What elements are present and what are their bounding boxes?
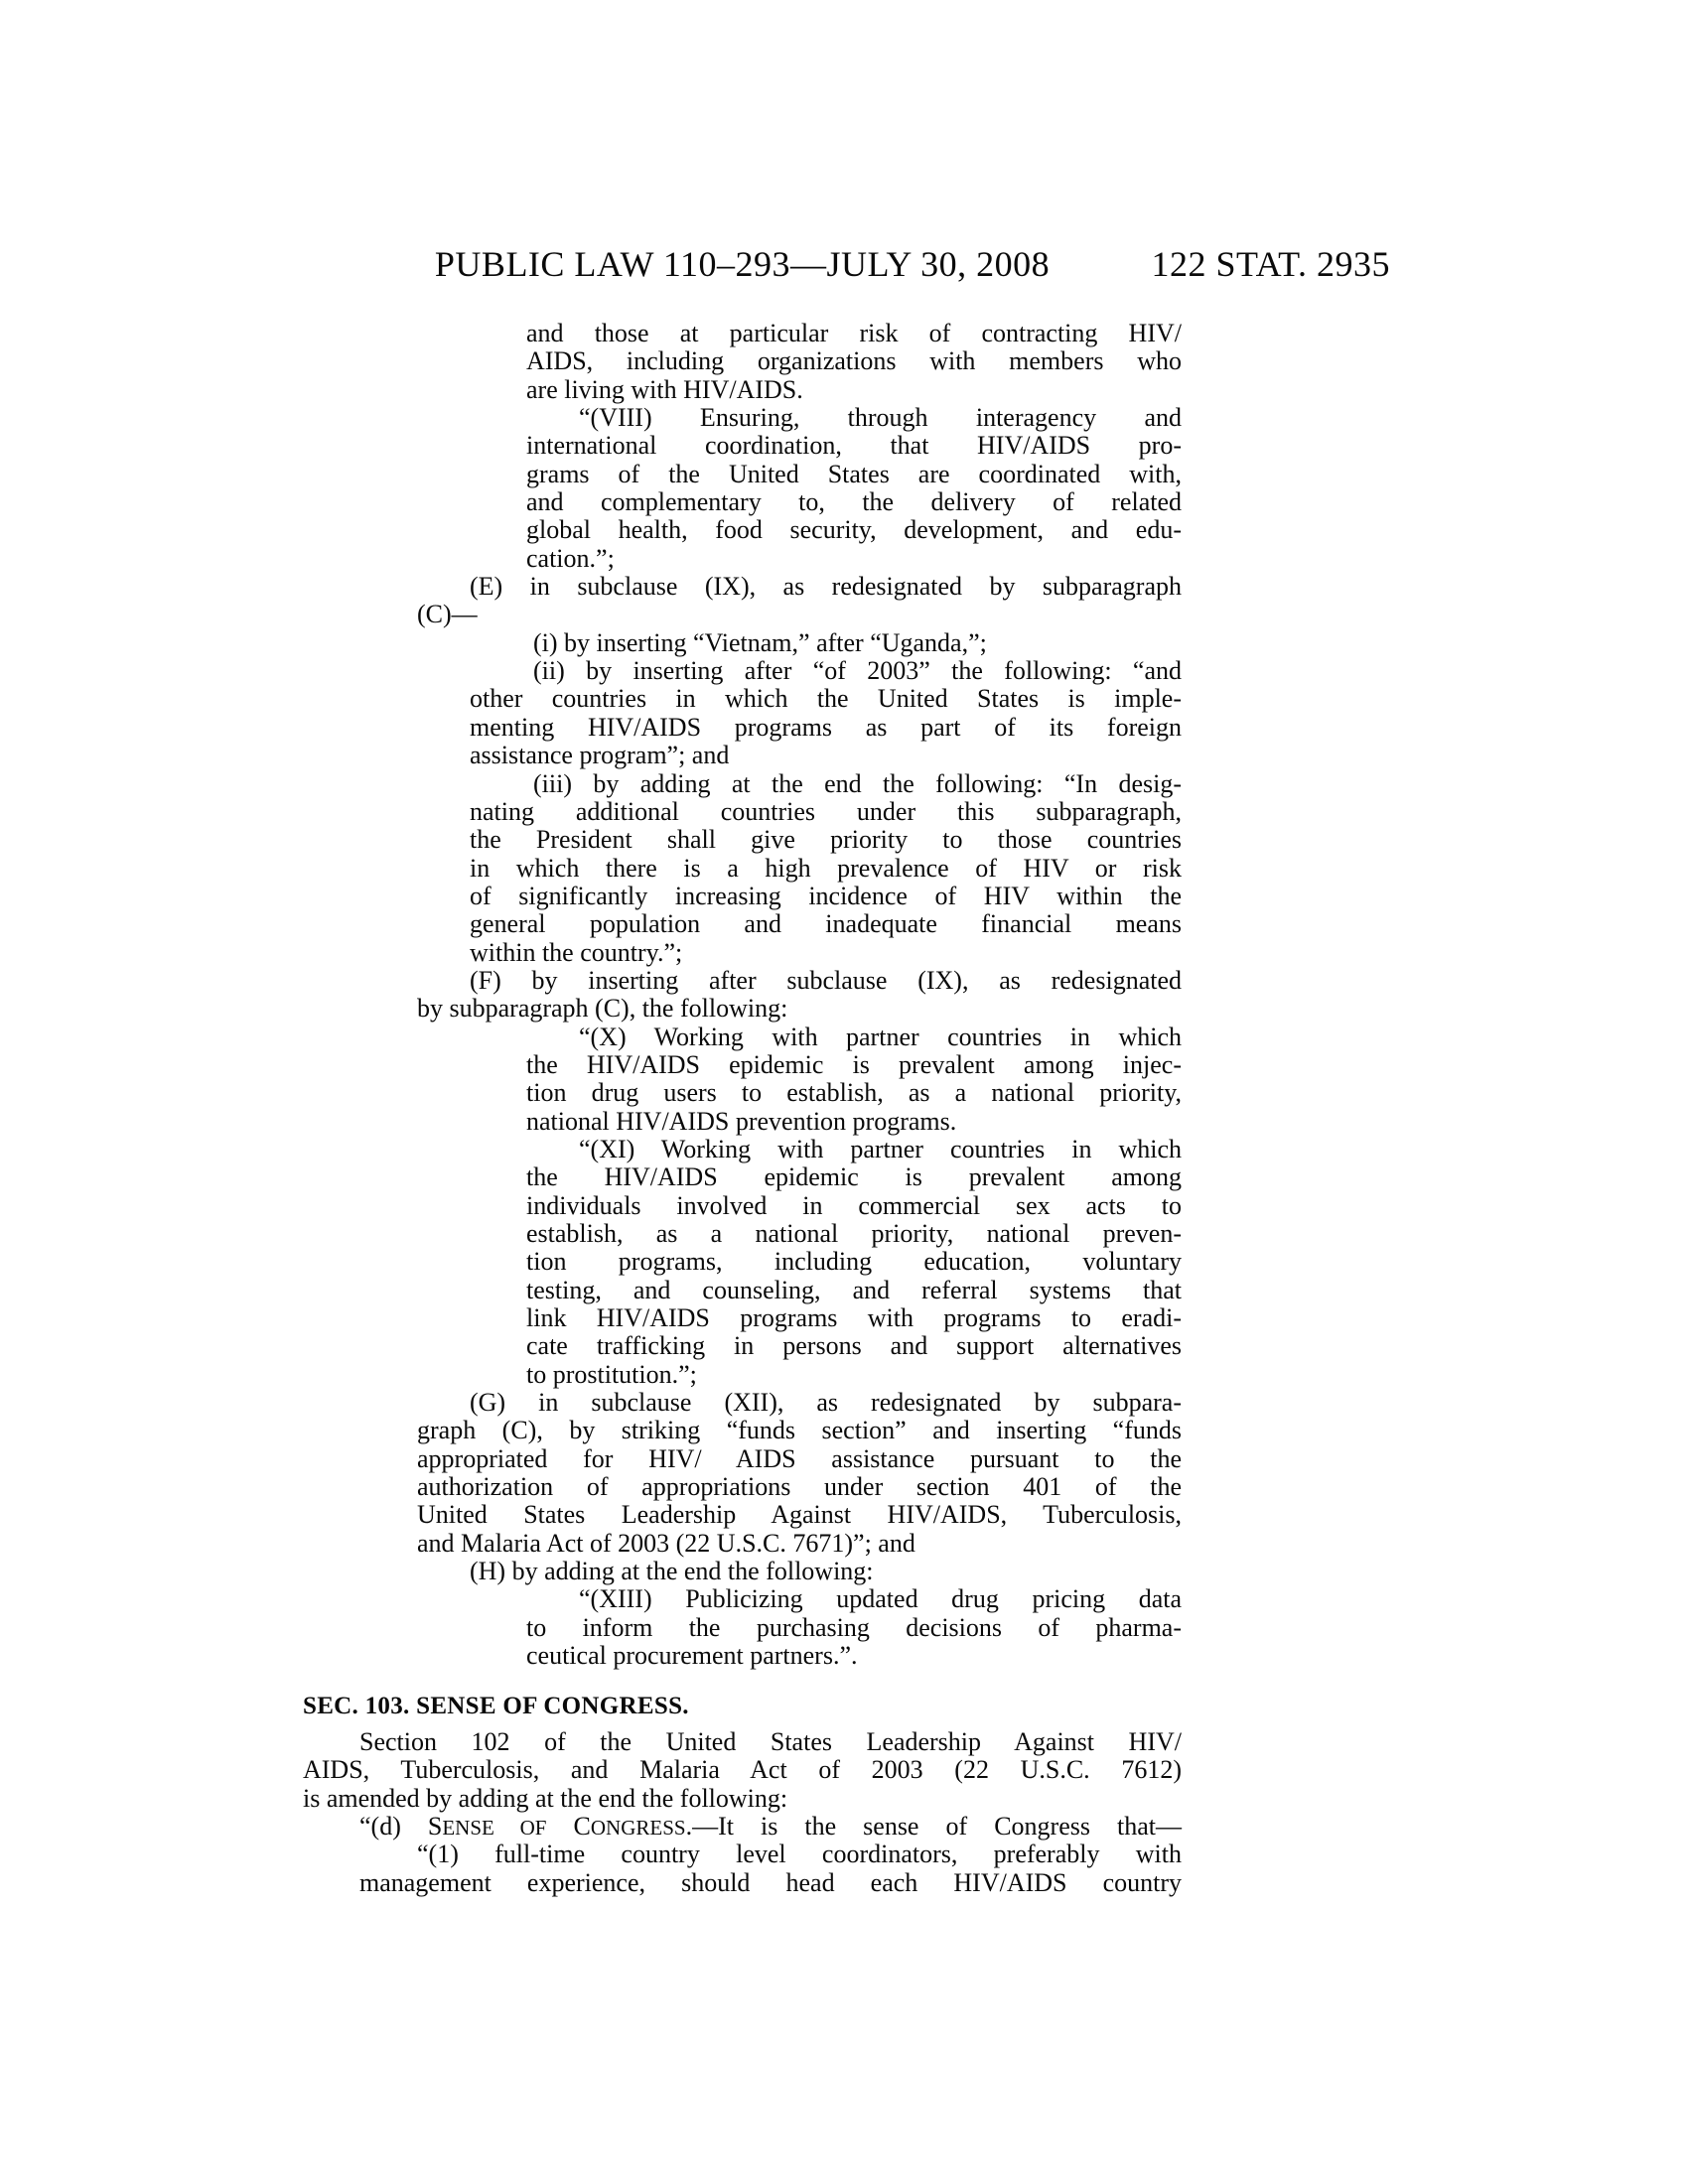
text-line: grams of the United States are coordinated with, <box>526 459 1182 488</box>
text-line: within the country.”; <box>470 937 683 967</box>
amendment-continuation <box>303 320 1182 404</box>
text-line: (E) in subclause (IX), as redesignated by subparagraph <box>470 572 1182 602</box>
subclause-xi <box>303 1136 1182 1389</box>
item-H <box>303 1558 1182 1585</box>
text-line: are living with HIV/AIDS. <box>526 374 803 404</box>
text-line: menting HIV/AIDS programs as part of its foreign <box>470 712 1182 742</box>
text-line: (ii) by inserting after “of 2003” the following: “and <box>533 656 1182 686</box>
paragraph-1 <box>303 1841 1182 1897</box>
running-header: PUBLIC LAW 110–293—JULY 30, 2008 <box>434 244 1051 284</box>
text-line: testing, and counseling, and referral systems that <box>526 1275 1182 1304</box>
item-E <box>303 573 1182 629</box>
item-ii <box>303 657 1182 769</box>
text-line: assistance program”; and <box>470 741 730 770</box>
text-line: (i) by inserting “Vietnam,” after “Uganda,”; <box>533 627 987 657</box>
text-line: (iii) by adding at the end the following: “In desig- <box>533 768 1182 798</box>
text-line: AIDS, including organizations with members who <box>526 346 1182 376</box>
text-line: is amended by adding at the end the following: <box>303 1783 788 1813</box>
text-line: cation.”; <box>526 543 615 573</box>
text-line: link HIV/AIDS programs with programs to eradi- <box>526 1303 1182 1333</box>
text-line: individuals involved in commercial sex acts to <box>526 1190 1182 1220</box>
text-line: cate trafficking in persons and support alternatives <box>526 1331 1182 1361</box>
text-line: in which there is a high prevalence of HIV or risk <box>470 853 1182 883</box>
text-line: “(XI) Working with partner countries in which <box>579 1134 1182 1163</box>
sec-103-heading <box>303 1693 1182 1720</box>
text-line: national HIV/AIDS prevention programs. <box>526 1106 957 1136</box>
text-line: tion programs, including education, voluntary <box>526 1247 1182 1277</box>
text-line: the HIV/AIDS epidemic is prevalent among injec- <box>526 1049 1182 1079</box>
text-line: “(1) full-time country level coordinators, preferably with <box>417 1840 1182 1869</box>
text-line: management experience, should head each HIV/AIDS country <box>359 1867 1182 1897</box>
stat-page-number: 122 STAT. 2935 <box>1151 244 1390 284</box>
text-line: and Malaria Act of 2003 (22 U.S.C. 7671)”; and <box>417 1528 915 1558</box>
text-line: and those at particular risk of contracting HIV/ <box>526 319 1182 347</box>
text-line: (G) in subclause (XII), as redesignated by subpara- <box>470 1388 1182 1418</box>
text-line: nating additional countries under this subparagraph, <box>470 796 1182 826</box>
item-F <box>303 967 1182 1024</box>
text-line: AIDS, Tuberculosis, and Malaria Act of 2003 (22 U.S.C. 7612) <box>303 1755 1182 1785</box>
small-caps-text: ONGRESS <box>590 1815 686 1840</box>
statute-text-column <box>303 320 1182 1897</box>
item-G <box>303 1389 1182 1558</box>
text-line: of significantly increasing incidence of HIV within the <box>470 881 1182 910</box>
text-line: to inform the purchasing decisions of pharma- <box>526 1612 1182 1642</box>
text-line: “(XIII) Publicizing updated drug pricing data <box>579 1584 1182 1614</box>
sec-103-intro <box>303 1728 1182 1813</box>
text-line: (C)— <box>417 600 478 629</box>
text-line: ceutical procurement partners.”. <box>526 1641 858 1671</box>
text-line: and complementary to, the delivery of related <box>526 487 1182 517</box>
text-line: authorization of appropriations under section 401 of the <box>417 1472 1182 1502</box>
text-line: global health, food security, development, and edu- <box>526 515 1182 545</box>
text-line: international coordination, that HIV/AIDS pro- <box>526 431 1182 461</box>
text-line: United States Leadership Against HIV/AIDS, Tuberculosis, <box>417 1500 1182 1530</box>
item-i <box>303 629 1182 657</box>
text-line: establish, as a national priority, national preven- <box>526 1219 1182 1248</box>
text-line: general population and inadequate financial means <box>470 909 1182 939</box>
text-line: tion drug users to establish, as a national priority, <box>526 1078 1182 1108</box>
subclause-viii <box>303 404 1182 573</box>
text-line: the HIV/AIDS epidemic is prevalent among <box>526 1162 1182 1192</box>
text-line: “(VIII) Ensuring, through interagency and <box>579 403 1182 433</box>
text-line: to prostitution.”; <box>526 1359 697 1389</box>
text-line: “(X) Working with partner countries in which <box>579 1022 1182 1051</box>
text-line: SEC. 103. SENSE OF CONGRESS. <box>303 1692 689 1719</box>
item-iii <box>303 770 1182 967</box>
text-line: by subparagraph (C), the following: <box>417 994 788 1024</box>
text-line: graph (C), by striking “funds section” and inserting “funds <box>417 1416 1182 1445</box>
text-line: (F) by inserting after subclause (IX), as redesignated <box>470 965 1182 995</box>
subclause-x <box>303 1024 1182 1136</box>
text-line: (H) by adding at the end the following: <box>470 1557 874 1586</box>
text-line: Section 102 of the United States Leadership Against HIV/ <box>359 1726 1182 1756</box>
small-caps-text: ENSE OF <box>442 1815 547 1840</box>
text-line: other countries in which the United States is imple- <box>470 684 1182 714</box>
text-line: appropriated for HIV/ AIDS assistance pursuant to the <box>417 1443 1182 1473</box>
text-line: “(d) SENSE OF CONGRESS.—It is the sense of Congress that— <box>359 1811 1182 1841</box>
subsection-d <box>303 1813 1182 1841</box>
text-line: the President shall give priority to those countries <box>470 825 1182 855</box>
subclause-xiii <box>303 1585 1182 1670</box>
